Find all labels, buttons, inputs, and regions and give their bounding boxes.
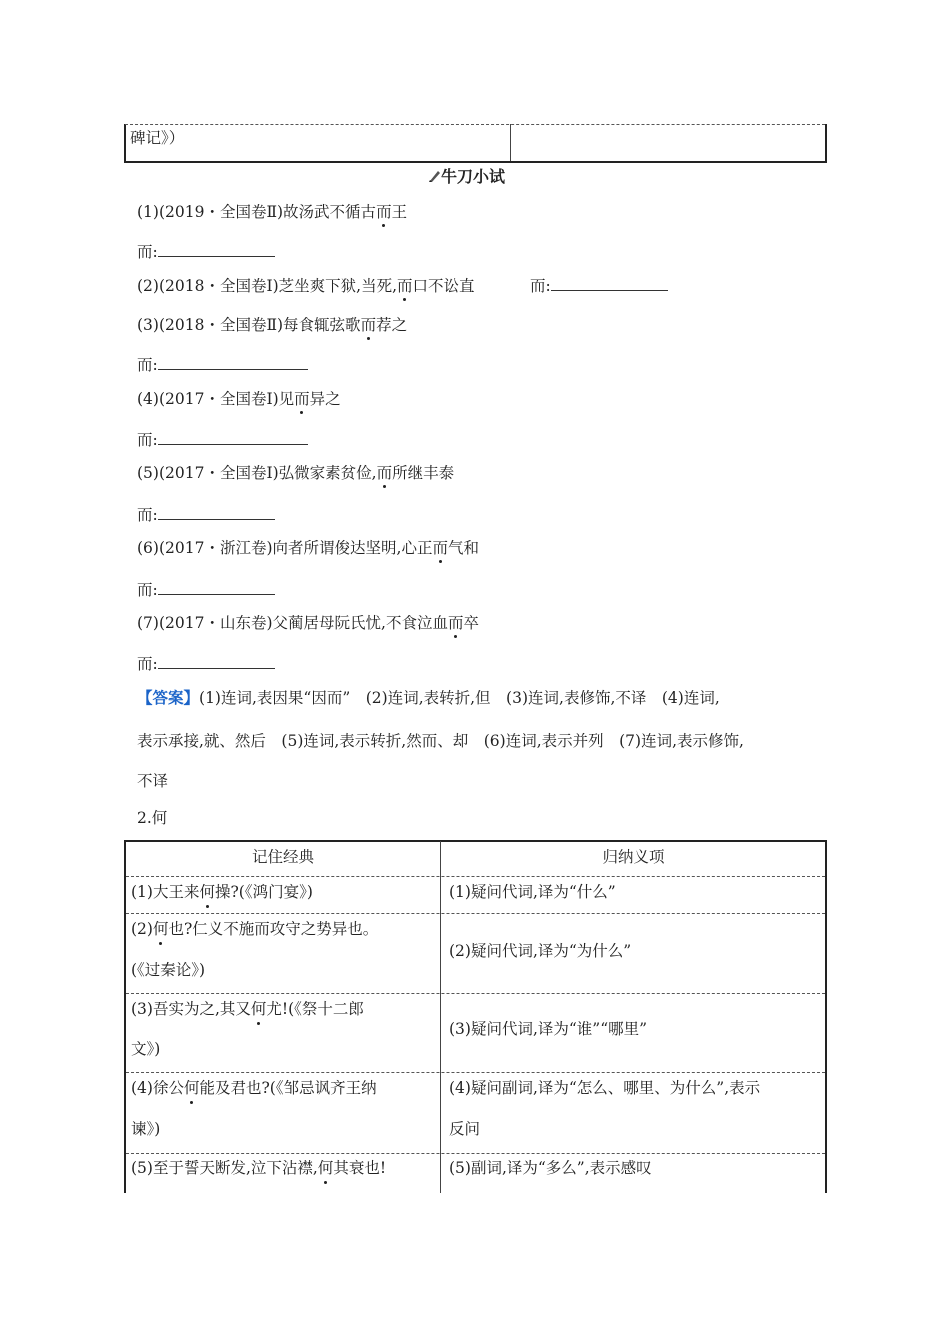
blank-label: 而: <box>137 581 158 599</box>
table-row-1-right: (1)疑问代词,译为“什么” <box>449 883 616 901</box>
exercise-num: (6) <box>137 539 159 557</box>
blank-line[interactable] <box>158 505 275 520</box>
emphasis-char: 而 <box>377 461 393 483</box>
exercise-source: (2017・全国卷Ⅰ) <box>158 390 279 408</box>
answer-line-1 <box>137 686 720 708</box>
exercise-text: 每食辄弦歌 <box>283 316 361 334</box>
answer-line-3: 不译 <box>137 772 169 790</box>
exercise-num: (5) <box>137 464 159 482</box>
section-title <box>428 164 505 187</box>
exercise-3 <box>137 313 407 335</box>
exercise-source: (2018・全国卷Ⅰ) <box>158 277 279 295</box>
table-row-3-left-line2: 文》) <box>131 1040 161 1058</box>
exercise-text: 王 <box>391 203 408 221</box>
blank-line[interactable] <box>158 430 308 445</box>
answer-blank-2[interactable] <box>530 274 668 296</box>
cell-text: (4)徐公 <box>131 1079 184 1097</box>
exercise-text: 向者所谓俊达坚明,心正 <box>272 539 433 557</box>
emphasis-char: 而 <box>294 387 310 409</box>
exercise-1 <box>137 200 407 222</box>
emphasis-char: 而 <box>361 313 377 335</box>
blank-label: 而: <box>530 277 551 295</box>
blank-label: 而: <box>137 655 158 673</box>
cell-text: (3)吾实为之,其又 <box>131 1000 251 1018</box>
exercise-2 <box>137 274 475 296</box>
section-title-text: 牛刀小试 <box>441 167 506 186</box>
exercise-text: 芝坐爽下狱,当死, <box>278 277 397 295</box>
table2-header-left: 记住经典 <box>251 848 314 866</box>
table-row-4-left <box>131 1077 377 1099</box>
table-row-3-right: (3)疑问代词,译为“谁”“哪里” <box>449 1020 648 1038</box>
blank-line[interactable] <box>158 355 308 370</box>
cell-text: 能及君也?(《邹忌讽齐王纳 <box>199 1079 377 1097</box>
emphasis-char: 何 <box>317 1159 334 1177</box>
top-table-divider <box>510 124 511 162</box>
cell-text: 也?仁义不施而攻守之势异也。 <box>168 920 379 938</box>
table-row-4-left-line2: 谏》) <box>131 1120 161 1138</box>
exercise-text: 故汤武不循古 <box>283 203 377 221</box>
exercise-num: (2) <box>137 277 159 295</box>
blank-label: 而: <box>137 431 158 449</box>
blank-line[interactable] <box>158 654 275 669</box>
exercise-5 <box>137 461 454 483</box>
answer-blank-4[interactable] <box>137 428 308 450</box>
blank-label: 而: <box>137 356 158 374</box>
table2-row-divider <box>126 913 825 914</box>
answer-text: (1)连词,表因果“因而” (2)连词,表转折,但 (3)连词,表修饰,不译 (4)连词, <box>199 689 720 707</box>
emphasis-char: 何 <box>250 1000 267 1018</box>
cell-text: (1)大王来 <box>131 883 200 901</box>
exercise-source: (2017・山东卷) <box>158 614 273 632</box>
table2-right-border <box>825 840 827 1193</box>
exercise-source: (2017・浙江卷) <box>158 539 273 557</box>
exercise-text: 口不讼直 <box>412 277 475 295</box>
blank-line[interactable] <box>158 580 275 595</box>
table2-row-divider <box>126 876 825 877</box>
table-row-1-left <box>131 881 313 903</box>
table-row-2-right: (2)疑问代词,译为“为什么” <box>449 942 632 960</box>
cell-text: (2) <box>131 920 153 938</box>
top-table-dashed-line <box>125 124 825 125</box>
answer-blank-5[interactable] <box>137 503 275 525</box>
emphasis-char: 何 <box>199 883 215 901</box>
exercise-text: 见 <box>278 390 295 408</box>
table-row-3-left <box>131 998 364 1020</box>
answer-blank-7[interactable] <box>137 652 275 674</box>
exercise-num: (3) <box>137 316 159 334</box>
cell-text: 其衰也! <box>333 1159 387 1177</box>
exercise-4 <box>137 387 341 409</box>
emphasis-char: 而 <box>376 200 392 222</box>
answer-line-2: 表示承接,就、然后 (5)连词,表示转折,然而、却 (6)连词,表示并列 (7)连词,表示修饰, <box>137 732 744 750</box>
exercise-source: (2019・全国卷Ⅱ) <box>158 203 284 221</box>
table2-row-divider <box>126 993 825 994</box>
emphasis-char: 何 <box>152 920 169 938</box>
pencil-icon <box>428 169 441 183</box>
exercise-7 <box>137 611 479 633</box>
exercise-text: 父蔺居母阮氏忧,不食泣血 <box>272 614 448 632</box>
table2-left-border <box>124 840 126 1193</box>
exercise-text: 弘微家素贫俭, <box>278 464 377 482</box>
exercise-num: (4) <box>137 390 159 408</box>
cell-text: 尤!(《祭十二郎 <box>266 1000 364 1018</box>
exercise-text: 卒 <box>463 614 479 632</box>
table-row-4-right: (4)疑问副词,译为“怎么、哪里、为什么”,表示 <box>449 1079 761 1097</box>
blank-line[interactable] <box>551 276 668 291</box>
section2-title: 2.何 <box>137 809 168 827</box>
cell-text: (5)至于誓天断发,泣下沾襟, <box>131 1159 318 1177</box>
emphasis-char: 而 <box>432 536 448 558</box>
exercise-num: (1) <box>137 203 159 221</box>
table-row-4-right-line2: 反问 <box>449 1120 481 1138</box>
cell-text: 操?(《鸿门宴》) <box>214 883 313 901</box>
emphasis-char: 而 <box>397 274 413 296</box>
blank-line[interactable] <box>158 242 275 257</box>
table-row-2-left-line2: (《过秦论》) <box>131 961 206 979</box>
top-table-left-border <box>124 124 126 163</box>
table2-column-divider <box>440 841 441 1193</box>
table2-row-divider <box>126 1153 825 1154</box>
answer-label: 【答案】 <box>137 688 200 707</box>
table-row-2-left <box>131 918 378 940</box>
answer-blank-6[interactable] <box>137 578 275 600</box>
exercise-source: (2017・全国卷Ⅰ) <box>158 464 279 482</box>
emphasis-char: 而 <box>448 611 464 633</box>
exercise-text: 荐之 <box>376 316 408 334</box>
exercise-num: (7) <box>137 614 159 632</box>
exercise-source: (2018・全国卷Ⅱ) <box>158 316 284 334</box>
table-row-5-right: (5)副词,译为“多么”,表示感叹 <box>449 1159 652 1177</box>
emphasis-char: 何 <box>183 1079 200 1097</box>
blank-label: 而: <box>137 506 158 524</box>
exercise-text: 气和 <box>447 539 479 557</box>
answer-blank-3[interactable] <box>137 353 308 375</box>
table2-row-divider <box>126 1072 825 1073</box>
table2-header-right: 归纳义项 <box>602 848 665 866</box>
exercise-6 <box>137 536 479 558</box>
top-table-bottom-border <box>124 161 827 163</box>
table2-top-border <box>124 840 827 842</box>
exercise-text: 所继丰泰 <box>392 464 455 482</box>
table-row-5-left <box>131 1157 386 1179</box>
top-table-right-border <box>825 124 827 163</box>
answer-blank-1[interactable] <box>137 240 275 262</box>
exercise-text: 异之 <box>309 390 341 408</box>
blank-label: 而: <box>137 243 158 261</box>
top-table-cell: 碑记》） <box>130 129 185 147</box>
